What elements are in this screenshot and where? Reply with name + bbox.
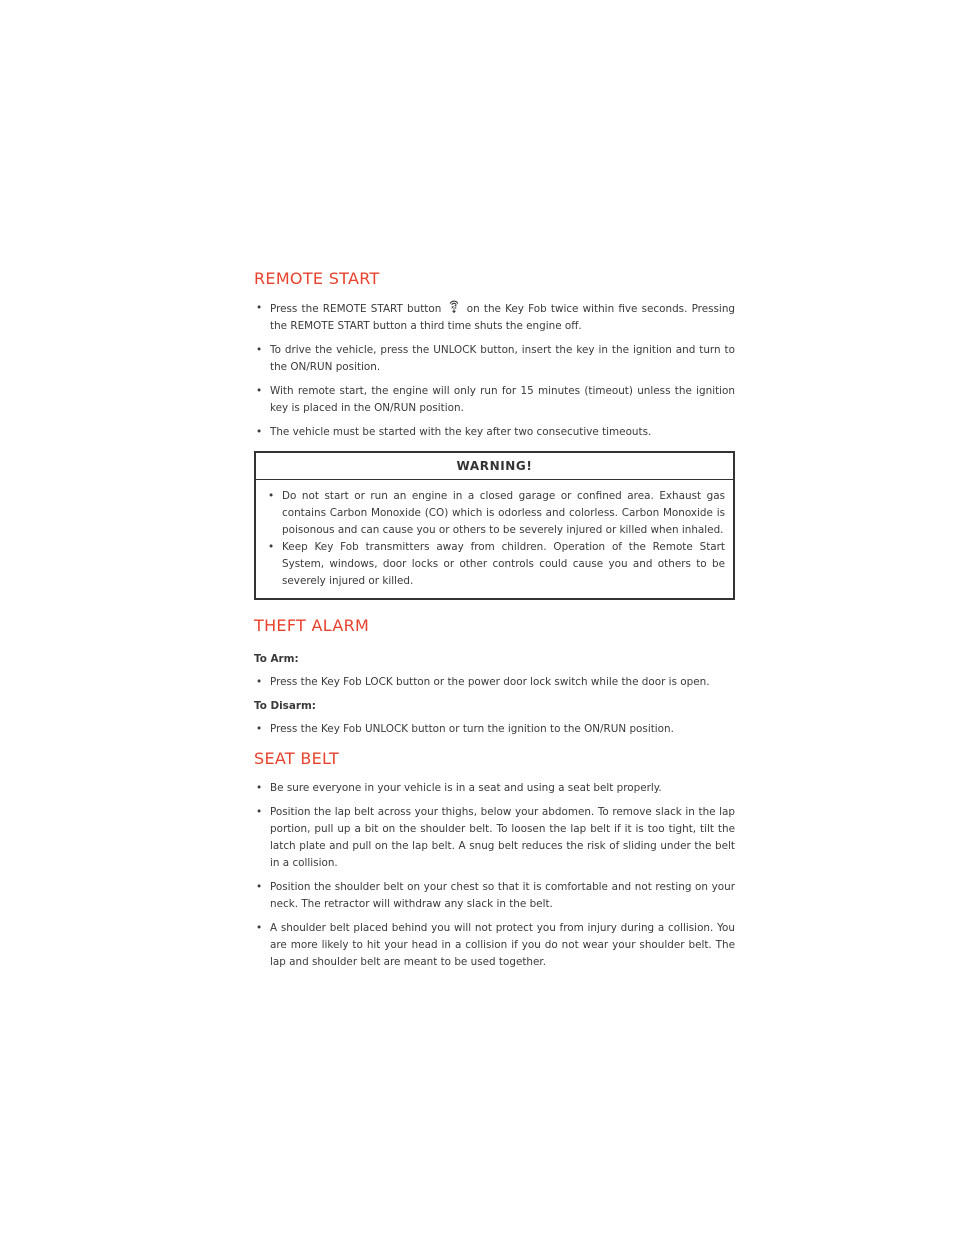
svg-text:x2: x2 — [450, 304, 457, 310]
list-item — [254, 342, 735, 376]
warning-list — [266, 488, 725, 590]
list-item — [254, 879, 735, 913]
section-title-seat-belt: SEAT BELT — [254, 749, 340, 768]
list-item — [254, 383, 735, 417]
remote-start-text-before-icon: Press the REMOTE START button — [270, 303, 442, 315]
list-item-text: Do not start or run an engine in a closed garage or confined area. Exhaust gas contains Carbon Monoxide (CO) which is odorless and colorless. Carbon Monoxide is poisonous and can cause you or others to be severely injured or killed when inhaled. — [282, 490, 725, 536]
to-disarm-list — [254, 721, 735, 738]
list-item-text: To drive the vehicle, press the UNLOCK button, insert the key in the ignition and turn to the ON/RUN position. — [270, 344, 735, 373]
remote-start-list — [254, 300, 735, 441]
bullet-dot: • — [256, 881, 263, 893]
list-item — [254, 804, 735, 872]
theft-alarm-section — [254, 615, 735, 738]
section-title-theft-alarm: THEFT ALARM — [254, 616, 370, 635]
warning-body — [256, 480, 733, 598]
list-item-text: With remote start, the engine will only run for 15 minutes (timeout) unless the ignition key is placed in the ON/RUN position. — [270, 385, 735, 414]
page-content — [254, 268, 735, 981]
to-arm-label: To Arm: — [254, 653, 299, 665]
warning-heading: WARNING! — [256, 453, 733, 480]
list-item — [254, 920, 735, 971]
list-item-text: Keep Key Fob transmitters away from children. Operation of the Remote Start System, windows, door locks or other controls could cause you and others to be severely injured or killed. — [282, 541, 725, 587]
list-item-text: Be sure everyone in your vehicle is in a seat and using a seat belt properly. — [270, 782, 662, 794]
list-item — [254, 424, 735, 441]
warning-box — [254, 451, 735, 600]
bullet-dot: • — [268, 541, 275, 553]
bullet-dot: • — [256, 344, 263, 356]
seat-belt-list — [254, 780, 735, 971]
remote-start-section — [254, 268, 735, 600]
list-item-text: A shoulder belt placed behind you will not protect you from injury during a collision. You are more likely to hit your head in a collision if you do not wear your shoulder belt. The lap and shoulder belt are meant to be used together. — [270, 922, 735, 968]
bullet-dot: • — [256, 922, 263, 934]
list-item-text: Position the lap belt across your thighs, below your abdomen. To remove slack in the lap portion, pull up a bit on the shoulder belt. To loosen the lap belt if it is too tight, tilt the latch plate and pull on the lap belt. A snug belt reduces the risk of sliding under the belt in a collision. — [270, 806, 735, 869]
list-item — [254, 674, 735, 691]
section-title-remote-start: REMOTE START — [254, 269, 380, 288]
bullet-dot: • — [268, 490, 275, 502]
list-item-text: Press the Key Fob UNLOCK button or turn the ignition to the ON/RUN position. — [270, 723, 674, 735]
list-item-text: Press the Key Fob LOCK button or the power door lock switch while the door is open. — [270, 676, 710, 688]
list-item — [254, 780, 735, 797]
remote-start-text-after-icon: on the Key Fob twice within five seconds. Pressing the REMOTE START button a third time shuts the engine off. — [270, 303, 736, 332]
bullet-dot: • — [256, 723, 263, 735]
to-arm-list — [254, 674, 735, 691]
bullet-dot: • — [256, 782, 263, 794]
list-item-text: The vehicle must be started with the key after two consecutive timeouts. — [270, 426, 652, 438]
list-item — [254, 300, 735, 335]
bullet-dot: • — [256, 426, 263, 438]
bullet-dot: • — [256, 385, 263, 397]
to-disarm-label: To Disarm: — [254, 700, 316, 712]
seat-belt-section — [254, 748, 735, 971]
bullet-dot: • — [256, 806, 263, 818]
remote-start-icon — [448, 300, 460, 313]
bullet-dot: • — [256, 676, 263, 688]
list-item — [254, 721, 735, 738]
bullet-dot: • — [256, 302, 263, 314]
list-item-text: Position the shoulder belt on your chest so that it is comfortable and not resting on your neck. The retractor will withdraw any slack in the belt. — [270, 881, 735, 910]
list-item — [266, 539, 725, 590]
list-item — [266, 488, 725, 539]
